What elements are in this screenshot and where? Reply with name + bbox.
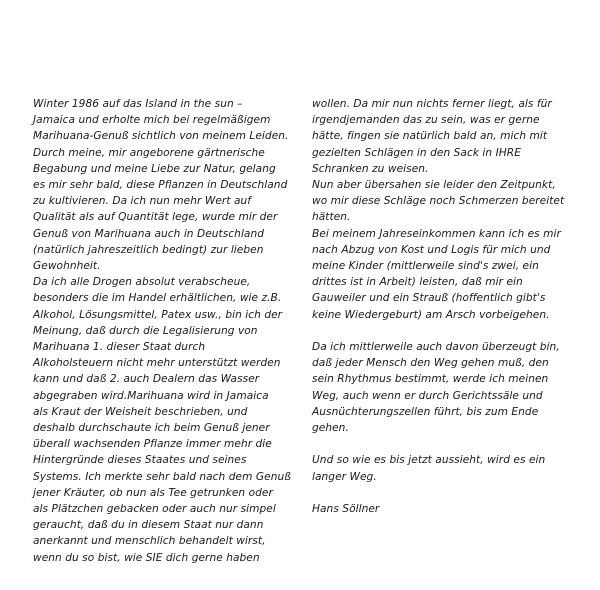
text-line: wenn du so bist, wie SIE dich gerne haben	[33, 551, 260, 564]
paragraph-gap	[312, 323, 574, 339]
text-line: keine Wiedergeburt) am Arsch vorbeigehen.	[312, 308, 550, 321]
text-line: Da ich mittlerweile auch davon überzeugt bin,	[312, 341, 560, 354]
text-line: Und so wie es bis jetzt aussieht, wird es ein	[312, 454, 546, 467]
left-text-column	[33, 96, 295, 566]
text-line: sein Rhythmus bestimmt, werde ich meinen	[312, 373, 549, 386]
text-line: Winter 1986 auf das Island in the sun –	[33, 98, 243, 110]
text-line: überall wachsenden Pflanze immer mehr die	[33, 438, 272, 451]
text-line: daß jeder Mensch den Weg gehen muß, den	[312, 357, 549, 370]
text-line: langer Weg.	[312, 470, 377, 483]
text-line: deshalb durchschaute ich beim Genuß jener	[33, 422, 270, 435]
text-line: drittes ist in Arbeit) leisten, daß mir ein	[312, 276, 523, 289]
text-line: hätte, fingen sie natürlich bald an, mich mit	[312, 130, 548, 143]
text-line: abgegraben wird.Marihuana wird in Jamaica	[33, 389, 269, 402]
text-line: Begabung und meine Liebe zur Natur, gelang	[33, 162, 276, 175]
text-line: Systems. Ich merkte sehr bald nach dem Genuß	[33, 470, 291, 483]
text-line: Ausnüchterungszellen führt, bis zum Ende	[312, 405, 539, 418]
right-text-column	[312, 96, 574, 517]
text-line: zu kultivieren. Da ich nun mehr Wert auf	[33, 195, 252, 208]
text-line: als Plätzchen gebacken oder auch nur simpel	[33, 503, 276, 516]
text-line: irgendjemanden das zu sein, was er gerne	[312, 114, 540, 127]
text-line: nach Abzug von Kost und Logis für mich und	[312, 243, 551, 256]
text-line: hätten.	[312, 211, 351, 224]
text-line: Jamaica und erholte mich bei regelmäßigem	[33, 114, 271, 127]
author-signature: Hans Söllner	[312, 503, 380, 516]
text-line: Gauweiler und ein Strauß (hoffentlich gibt's	[312, 292, 546, 305]
text-line: besonders die im Handel erhältlichen, wie z.B.	[33, 292, 282, 305]
text-line: geraucht, daß du in diesem Staat nur dann	[33, 519, 264, 532]
text-line: Nun aber übersahen sie leider den Zeitpunkt,	[312, 179, 556, 192]
text-line: jener Kräuter, ob nun als Tee getrunken oder	[33, 486, 273, 499]
text-line: Qualität als auf Quantität lege, wurde mir der	[33, 211, 278, 224]
text-line: es mir sehr bald, diese Pflanzen in Deutschland	[33, 179, 288, 192]
text-line: Meinung, daß durch die Legalisierung von	[33, 324, 258, 337]
text-line: Marihuana-Genuß sichtlich von meinem Leiden.	[33, 130, 289, 143]
text-line: Marihuana 1. dieser Staat durch	[33, 341, 206, 354]
paragraph-gap	[312, 485, 574, 501]
text-line: Schranken zu weisen.	[312, 162, 429, 175]
text-line: wo mir diese Schläge noch Schmerzen bereitet	[312, 195, 565, 208]
text-line: gezielten Schlägen in den Sack in IHRE	[312, 146, 521, 159]
text-line: anerkannt und menschlich behandelt wirst,	[33, 535, 266, 548]
text-line: Weg, auch wenn er durch Gerichtssäle und	[312, 389, 543, 402]
text-line: Hintergründe dieses Staates und seines	[33, 454, 247, 467]
text-line: Durch meine, mir angeborene gärtnerische	[33, 146, 265, 159]
text-line: kann und daß 2. auch Dealern das Wasser	[33, 373, 260, 386]
text-line: Da ich alle Drogen absolut verabscheue,	[33, 276, 251, 289]
text-line: Alkoholsteuern nicht mehr unterstützt werden	[33, 357, 281, 370]
paragraph-gap	[312, 436, 574, 452]
text-line: Alkohol, Lösungsmittel, Patex usw., bin ich der	[33, 308, 283, 321]
text-line: Bei meinem Jahreseinkommen kann ich es mir	[312, 227, 561, 240]
text-line: Gewohnheit.	[33, 260, 101, 273]
text-line: meine Kinder (mittlerweile sind's zwei, ein	[312, 260, 539, 273]
text-line: als Kraut der Weisheit beschrieben, und	[33, 405, 248, 418]
text-line: gehen.	[312, 422, 349, 435]
text-line: wollen. Da mir nun nichts ferner liegt, als für	[312, 98, 552, 110]
text-line: (natürlich jahreszeitlich bedingt) zur lieben	[33, 243, 264, 256]
text-line: Genuß von Marihuana auch in Deutschland	[33, 227, 265, 240]
